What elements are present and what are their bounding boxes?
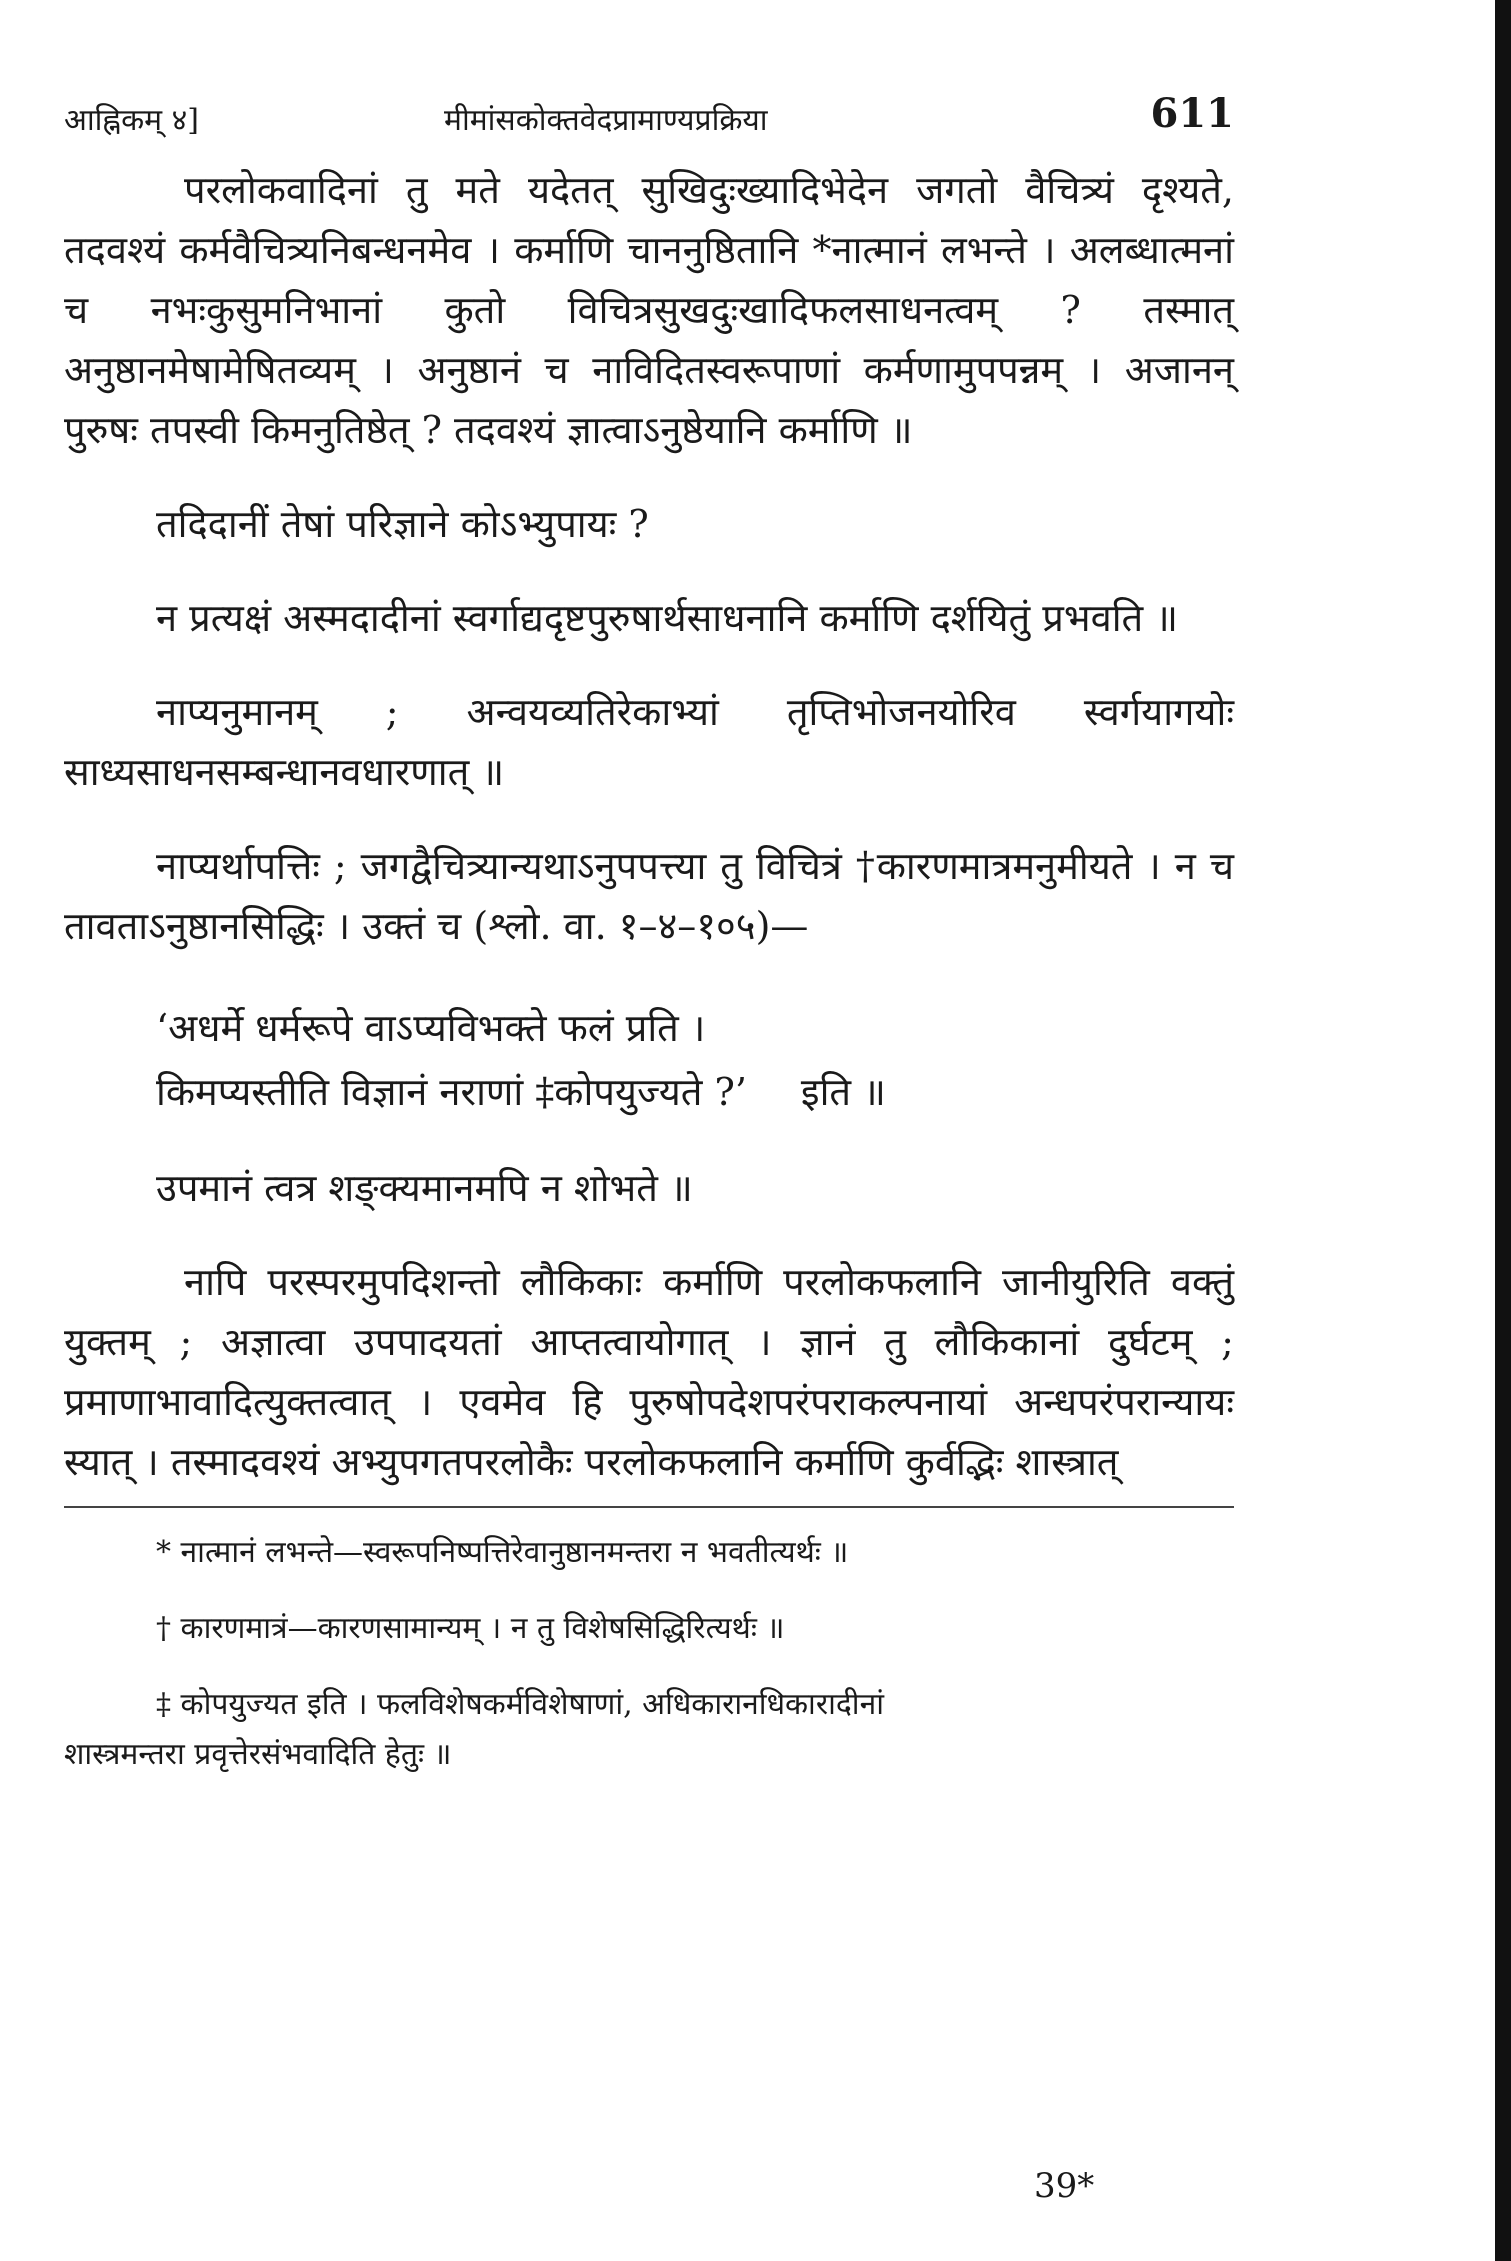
footnote-3 <box>64 1680 1234 1780</box>
printer-signature: 39* <box>1034 2166 1095 2206</box>
verse-iti: इति ॥ <box>800 1070 886 1114</box>
verse-line-2-text: किमप्यस्तीति विज्ञानं नराणां ‡कोपयुज्यते ?’ <box>156 1070 747 1114</box>
footnotes <box>64 1528 1234 1780</box>
paragraph-1: परलोकवादिनां तु मते यदेतत् सुखिदुःख्यादिभेदेन जगतो वैचित्र्यं दृश्यते, तदवश्यं कर्मवैचित्र्यनिबन्धनमेव । कर्माणि चाननुष्ठितानि *नात्मानं लभन्ते । अलब्धात्मनां च नभःकुसुमनिभानां कुतो विचित्रसुखदुःखादिफलसाधनत्वम् ? तस्मात् अनुष्ठानमेषामेषितव्यम् । अनुष्ठानं च नाविदितस्वरूपाणां कर्मणामुपपन्नम् । अजानन् पुरुषः तपस्वी किमनुतिष्ठेत् ? तदवश्यं ज्ञात्वाऽनुष्ठेयानि कर्माणि ॥ <box>64 168 1234 452</box>
paragraph-7: नापि परस्परमुपदिशन्तो लौकिकाः कर्माणि परलोकफलानि जानीयुरिति वक्तुं युक्तम् ; अज्ञात्वा उपपादयतां आप्तत्वायोगात् । ज्ञानं तु लौकिकानां दुर्घटम् ; प्रमाणाभावादित्युक्तत्वात् । एवमेव हि पुरुषोपदेशपरंपराकल्पनायां अन्धपरंपरान्यायः स्यात् । तस्मादवश्यं अभ्युपगतपरलोकैः परलोकफलानि कर्माणि कुर्वद्भिः शास्त्रात् <box>64 1260 1234 1484</box>
footnote-3-line-2: शास्त्रमन्तरा प्रवृत्तेरसंभवादिति हेतुः ॥ <box>64 1737 452 1772</box>
footnote-3-line-1: ‡ कोपयुज्यत इति । फलविशेषकर्मविशेषाणां, अधिकारानधिकारादीनां <box>156 1687 884 1722</box>
page-header <box>64 80 1234 160</box>
paragraph-4: नाप्यनुमानम् ; अन्वयव्यतिरेकाभ्यां तृप्तिभोजनयोरिव स्वर्गयागयोः साध्यसाधनसम्बन्धानवधारणात् ॥ <box>64 690 1234 794</box>
running-title: मीमांसकोक्तवेदप्रामाण्यप्रक्रिया <box>444 103 768 138</box>
verse-line-2 <box>156 1060 1234 1124</box>
page <box>64 80 1234 1806</box>
verse-quote <box>156 996 1234 1124</box>
page-number: 611 <box>1150 90 1234 137</box>
paragraph-2: तदिदानीं तेषां परिज्ञाने कोऽभ्युपायः ? <box>156 502 649 546</box>
paragraph-3: न प्रत्यक्षं अस्मदादीनां स्वर्गाद्यदृष्टपुरुषार्थसाधनानि कर्माणि दर्शयितुं प्रभवति ॥ <box>156 596 1179 640</box>
footnote-divider <box>64 1506 1234 1508</box>
page-edge-shadow <box>1495 0 1511 2261</box>
header-left: आह्निकम् ४] <box>64 103 199 138</box>
footnote-1: * नात्मानं लभन्ते—स्वरूपनिष्पत्तिरेवानुष्ठानमन्तरा न भवतीत्यर्थः ॥ <box>156 1535 849 1570</box>
paragraph-6: उपमानं त्वत्र शङ्क्यमानमपि न शोभते ॥ <box>156 1166 693 1210</box>
footnote-2: † कारणमात्रं—कारणसामान्यम् । न तु विशेषसिद्धिरित्यर्थः ॥ <box>156 1611 785 1646</box>
verse-line-1: ‘अधर्मे धर्मरूपे वाऽप्यविभक्ते फलं प्रति । <box>156 1006 706 1050</box>
paragraph-5: नाप्यर्थापत्तिः ; जगद्वैचित्र्यान्यथाऽनुपपत्त्या तु विचित्रं †कारणमात्रमनुमीयते । न च तावताऽनुष्ठानसिद्धिः । उक्तं च (श्लो. वा. १–४–१०५)— <box>64 844 1234 948</box>
main-text <box>64 160 1234 1492</box>
